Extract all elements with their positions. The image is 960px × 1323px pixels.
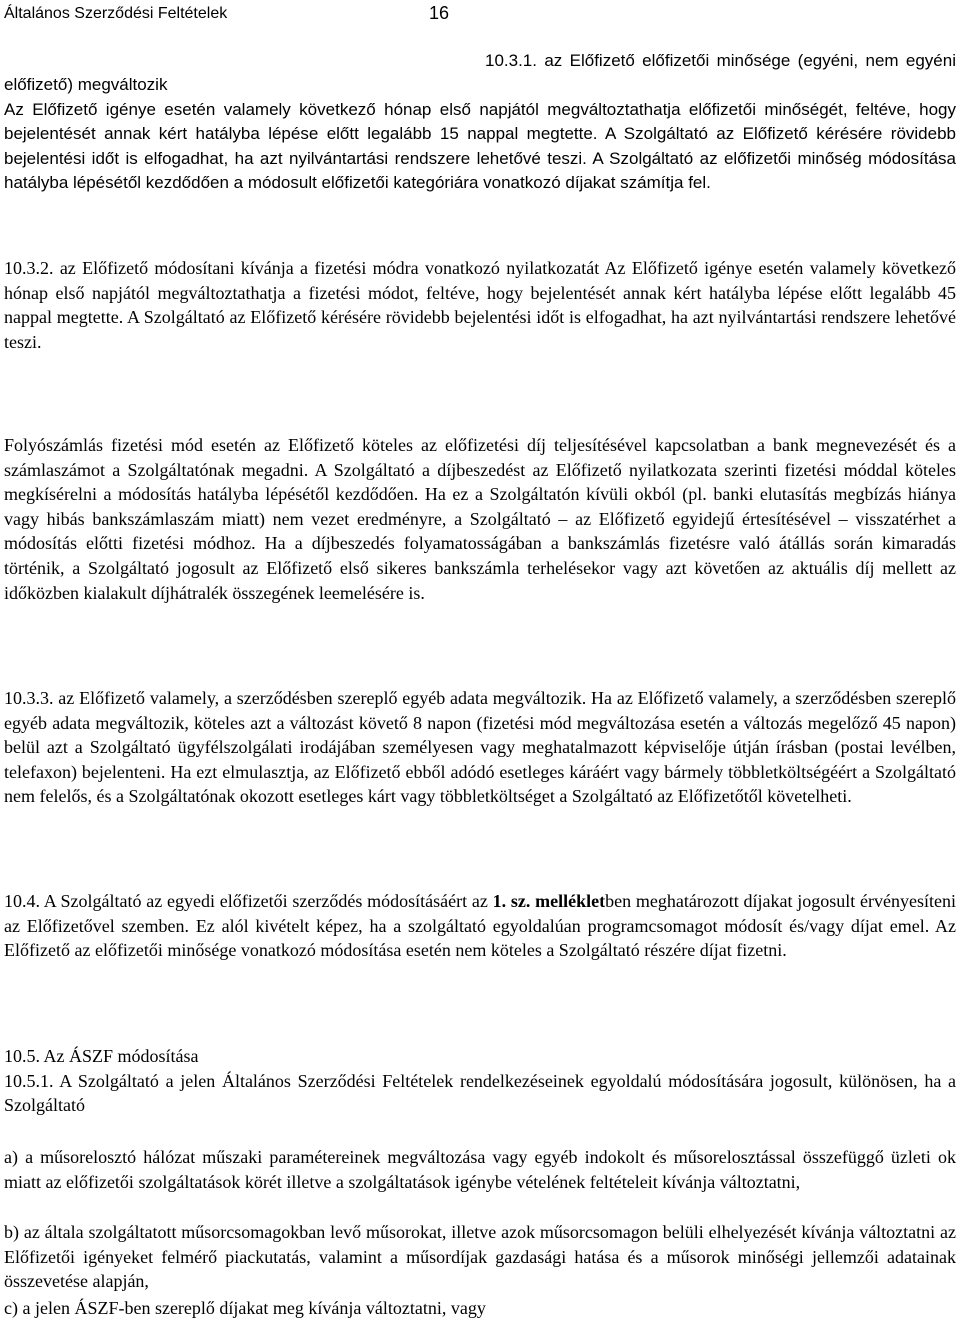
paragraph-folyoszamla: Folyószámlás fizetési mód esetén az Előfizető köteles az előfizetési díj teljesítésével kapcsolatban a bank megnevezését és a számlaszámot a Szolgáltatónak megadni. A Szolgáltató a díjbeszedést az Előfizető nyilatkozata szerinti fizetési móddal köteles megkísérelni a módosítás hatályba lépésétől kezdődően. Ha ez a Szolgáltatón kívüli okból (pl. banki elutasítás megbízás hiánya vagy hibás bankszámlaszám miatt) nem vezet eredményre, a Szolgáltató – az Előfizető egyidejű értesítésével – visszatérhet a módosítás előtti fizetési módhoz. Ha a díjbeszedés folyamatosságában a bankszámlás fizetésre való átállás során kimaradás történik, a Szolgáltató jogosult az Előfizető első sikeres bankszámla terhelésekor vagy azt követően az aktuális díj mellett az időközben kialakult díjhátralék összegének leemelésére is. (4, 435, 956, 603)
section-10-3-1-heading: 10.3.1. az Előfizető előfizetői minősége (egyéni, (485, 51, 859, 70)
section-10-4 (4, 889, 956, 963)
list-item-b: b) az általa szolgáltatott műsorcsomagokban levő műsorokat, illetve azok műsorcsomagon belüli elhelyezését kívánja változtatni az Előfizetői igényeket felmérő piackutatás, valamint a műsordíjak gazdasági hatása és a műsorok minőségi jellemzői adatainak összevetése alapján, (4, 1222, 956, 1292)
section-10-4-text-1: 10.4. A Szolgáltató az egyedi előfizetői szerződés módosításáért az (4, 891, 488, 911)
section-10-4-bold-ref: 1. sz. (492, 891, 531, 911)
page-number: 16 (429, 3, 450, 23)
list-item-a: a) a műsorelosztó hálózat műszaki paramétereinek megváltozása vagy egyéb indokolt és műsorelosztással összefüggő üzleti ok miatt az előfizetői szolgáltatások körét illetve a szolgáltatások igénybe vételének feltételeit kívánja változtatni, (4, 1147, 956, 1192)
section-10-3-2: 10.3.2. az Előfizető módosítani kívánja a fizetési módra vonatkozó nyilatkozatát Az Előfizető igénye esetén valamely következő hónap első napjától megváltoztathatja a fizetési módot, feltéve, hogy bejelentését annak kért hatályba lépése előtt legalább 45 nappal megtette. A Szolgáltató az Előfizető kérésére rövidebb bejelentési időt is elfogadhat, ha azt nyilvántartási rendszere lehetővé teszi. (4, 258, 956, 352)
section-10-4-text-2: ben meghatározott díjakat jogosult érvényesíteni az Előfizetővel szemben. Ez alól kivételt képez, ha a szolgáltató egyoldalúan programcsomagot módosít és/vagy díjat emel. Az Előfizető az előfizetői minősége vonatkozó módosítása esetén nem köteles a Szolgáltató részére díjat fizetni. (4, 891, 957, 961)
section-10-3-1-heading-cont: nem egyéni előfizető) megváltozik (4, 51, 956, 95)
section-10-5-heading: 10.5. Az ÁSZF módosítása (4, 1046, 199, 1066)
section-10-5 (4, 1044, 956, 1118)
section-10-3-1-body: Az Előfizető igénye esetén valamely következő hónap első napjától megváltoztathatja előfizetői minőségét, feltéve, hogy bejelentését annak kért hatályba lépése előtt legalább 15 nappal megtette. A Szolgáltató az Előfizető kérésére rövidebb bejelentési időt is elfogadhat, ha azt nyilvántartási rendszere lehetővé teszi. A Szolgáltató az előfizetői minőség módosítása hatályba lépésétől kezdődően a módosult előfizetői kategóriára vonatkozó díjakat számítja fel. (4, 99, 956, 193)
list-item-c: c) a jelen ÁSZF-ben szereplő díjakat meg kívánja változtatni, vagy (4, 1298, 486, 1318)
section-10-5-1: 10.5.1. A Szolgáltató a jelen Általános Szerződési Feltételek rendelkezéseinek egyoldalú módosítására jogosult, különösen, ha a Szolgáltató (4, 1070, 956, 1116)
section-10-4-bold-annex: melléklet (535, 891, 606, 911)
section-10-3-1 (4, 49, 956, 195)
page-header (0, 0, 960, 30)
section-10-3-3: 10.3.3. az Előfizető valamely, a szerződésben szereplő egyéb adata megváltozik. Ha az Előfizető valamely, a szerződésben szereplő egyéb adata megváltozik, köteles azt a változást követő 8 napon (fizetési mód megváltozása esetén a változás megelőző 45 napon) belül azt a Szolgáltató ügyfélszolgálati irodájában személyesen vagy meghatalmazott képviselője útján írásban (postai levélben, telefaxon) bejelenteni. Ha ezt elmulasztja, az Előfizető ebből adódó esetleges káráért vagy bármely többletköltségéért a Szolgáltató nem felelős, és a Szolgáltatónak okozott esetleges kárt vagy többletköltséget a Szolgáltató az Előfizetőtől követelheti. (4, 688, 956, 807)
header-title: Általános Szerződési Feltételek (4, 5, 228, 22)
